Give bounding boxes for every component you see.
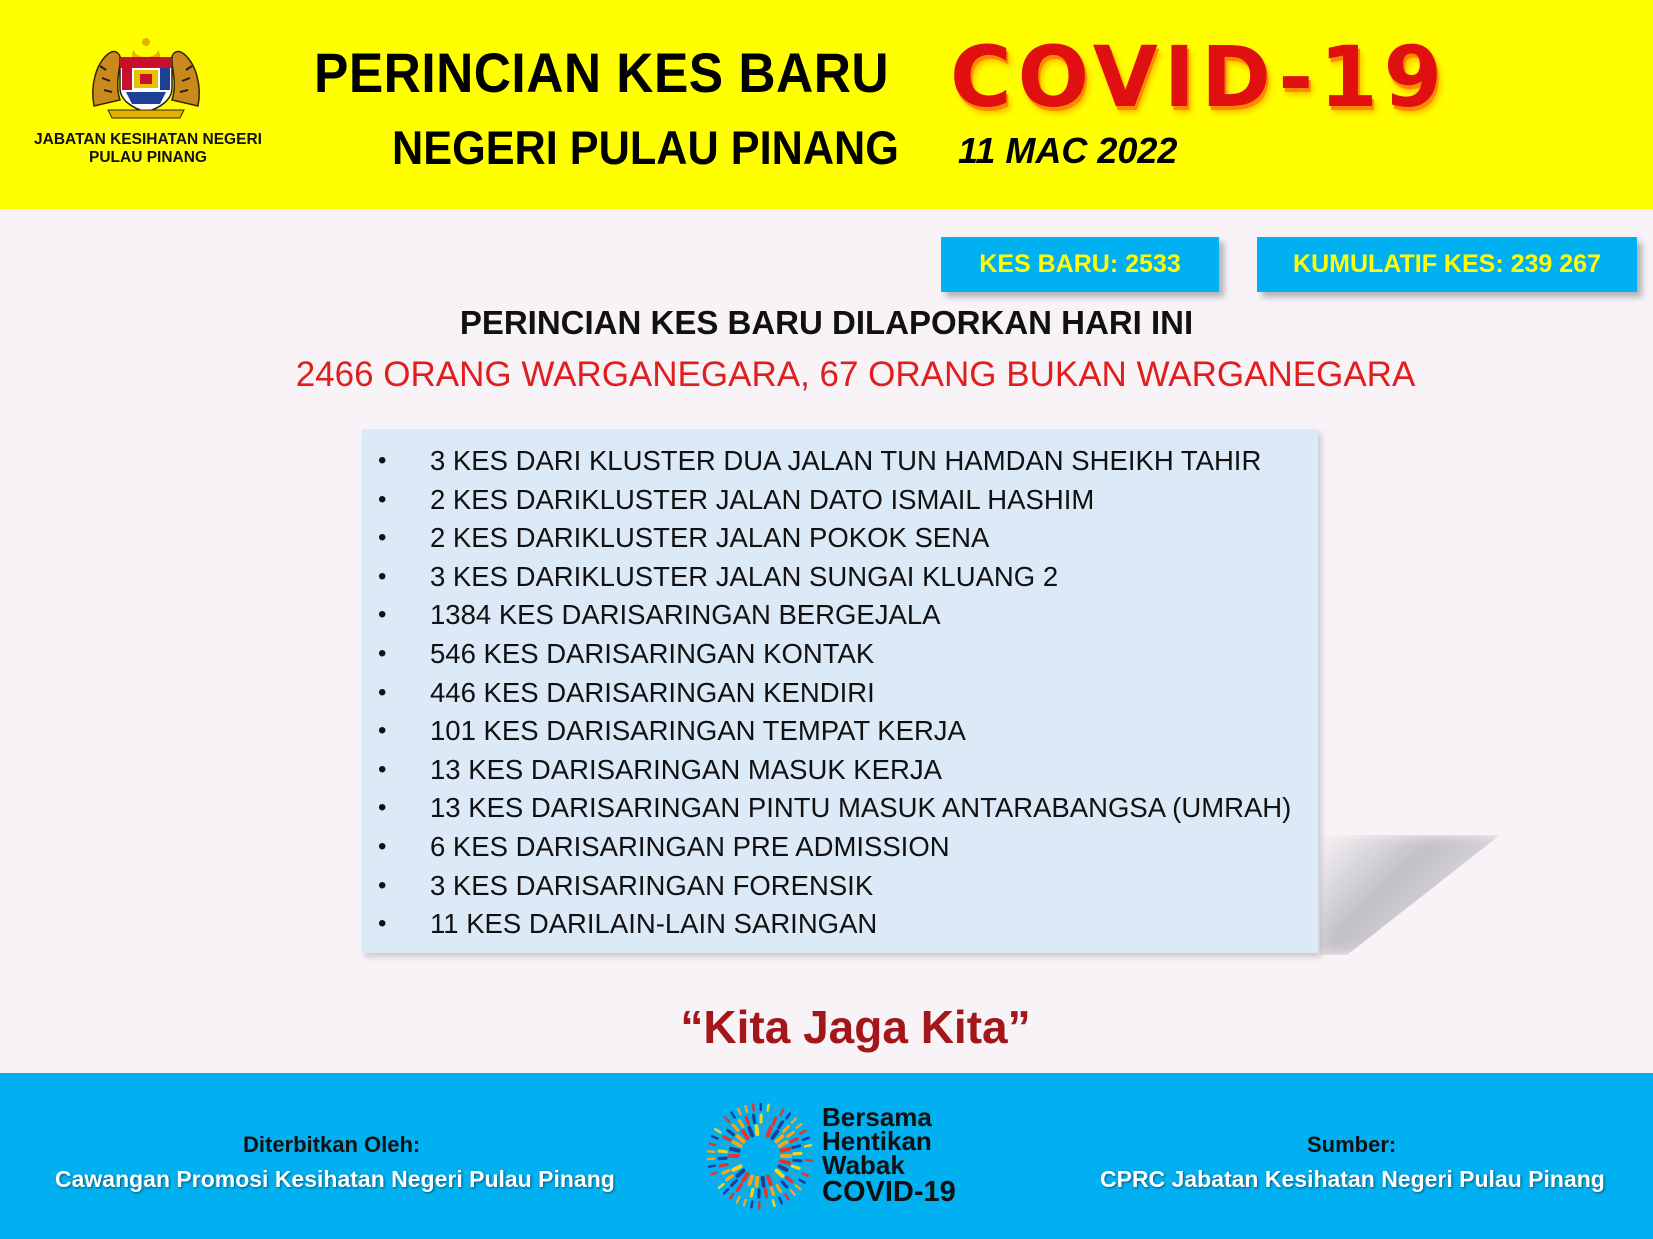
- burst-dash: [799, 1180, 804, 1183]
- citizenship-breakdown: 2466 ORANG WARGANEGARA, 67 ORANG BUKAN WARGANEGARA: [295, 355, 1416, 394]
- burst-dash: [768, 1105, 769, 1111]
- burst-dash: [745, 1106, 747, 1112]
- burst-dash: [765, 1190, 766, 1197]
- burst-dash: [794, 1160, 801, 1161]
- burst-dash: [753, 1104, 754, 1110]
- burst-dash: [719, 1184, 724, 1188]
- campaign-line-1: Bersama: [822, 1102, 932, 1132]
- burst-dash: [776, 1171, 782, 1176]
- burst-dash: [767, 1116, 768, 1123]
- agency-name: [14, 131, 282, 167]
- campaign-line-3: Wabak: [822, 1150, 905, 1180]
- burst-dash: [800, 1131, 805, 1134]
- case-list-item: • 13 KES DARISARINGAN PINTU MASUK ANTARABANGSA (UMRAH): [362, 789, 1318, 828]
- burst-dash: [744, 1200, 746, 1206]
- agency-line-1: JABATAN KESIHATAN NEGERI: [34, 131, 262, 148]
- burst-dash: [768, 1177, 771, 1184]
- burst-dash: [771, 1188, 773, 1195]
- case-list-item: • 11 KES DARILAIN-LAIN SARINGAN: [362, 905, 1318, 944]
- burst-dash: [743, 1131, 748, 1138]
- burst-dash: [781, 1149, 789, 1151]
- burst-dash: [709, 1166, 715, 1167]
- burst-dash: [796, 1124, 801, 1128]
- burst-dash: [744, 1187, 747, 1193]
- burst-dash: [790, 1172, 796, 1175]
- coat-of-arms-icon: [86, 36, 206, 120]
- burst-dash: [723, 1170, 729, 1173]
- burst-dash: [711, 1172, 717, 1174]
- campaign-burst-logo-icon: [700, 1096, 820, 1216]
- burst-dash: [737, 1184, 741, 1190]
- cumulative-cases-badge: KUMULATIF KES: 239 267: [1257, 237, 1637, 292]
- report-date: 11 MAC 2022: [958, 130, 1178, 171]
- burst-dash: [772, 1174, 777, 1181]
- burst-dash: [777, 1185, 781, 1191]
- burst-dash: [796, 1185, 801, 1189]
- burst-dash: [803, 1173, 809, 1175]
- list-shadow-decoration: [1320, 835, 1500, 955]
- source-label: Sumber:: [1307, 1132, 1397, 1157]
- burst-dash: [805, 1167, 811, 1168]
- burst-dash: [773, 1200, 775, 1206]
- burst-dash: [803, 1138, 809, 1140]
- burst-dash: [768, 1128, 771, 1135]
- burst-dash: [774, 1107, 776, 1113]
- agency-line-2: PULAU PINANG: [89, 149, 207, 166]
- burst-dash: [730, 1194, 733, 1199]
- header-banner: [0, 0, 1653, 209]
- burst-dash: [766, 1202, 767, 1208]
- campaign-line-4: COVID-19: [822, 1176, 956, 1208]
- burst-dash: [720, 1164, 727, 1166]
- burst-dash: [712, 1136, 718, 1138]
- burst-dash: [787, 1113, 790, 1118]
- burst-dash: [738, 1171, 744, 1176]
- burst-dash: [739, 1121, 743, 1127]
- burst-dash: [733, 1125, 738, 1130]
- burst-dash: [756, 1126, 757, 1134]
- burst-dash: [781, 1110, 784, 1115]
- burst-dash: [732, 1180, 737, 1185]
- burst-dash: [751, 1189, 752, 1196]
- burst-dash: [756, 1178, 757, 1186]
- burst-dash: [772, 1131, 777, 1138]
- burst-dash: [784, 1126, 789, 1131]
- burst-dash: [738, 1109, 741, 1114]
- burst-dash: [779, 1198, 782, 1203]
- burst-dash: [719, 1151, 726, 1152]
- burst-dash: [792, 1166, 799, 1168]
- new-cases-badge: KES BARU: 2533: [941, 237, 1219, 292]
- burst-dash: [743, 1174, 748, 1181]
- burst-dash: [715, 1178, 720, 1181]
- burst-dash: [721, 1144, 728, 1146]
- section-heading: PERINCIAN KES BARU DILAPORKAN HARI INI: [459, 304, 1194, 341]
- burst-dash: [708, 1151, 714, 1152]
- burst-dash: [728, 1130, 733, 1134]
- state-name: NEGERI PULAU PINANG: [392, 121, 899, 174]
- burst-dash: [724, 1189, 728, 1193]
- burst-dash: [793, 1146, 800, 1148]
- burst-dash: [781, 1161, 789, 1163]
- burst-dash: [738, 1136, 744, 1141]
- burst-dash: [731, 1149, 739, 1151]
- burst-dash: [749, 1177, 752, 1184]
- case-list-item: • 2 KES DARIKLUSTER JALAN POKOK SENA: [362, 519, 1318, 558]
- burst-dash: [737, 1197, 740, 1202]
- burst-dash: [779, 1122, 783, 1128]
- burst-dash: [720, 1123, 725, 1127]
- burst-dash: [751, 1201, 752, 1207]
- burst-dash: [749, 1128, 752, 1135]
- burst-dash: [754, 1116, 755, 1123]
- burst-dash: [779, 1166, 786, 1170]
- burst-dash: [746, 1117, 748, 1124]
- case-breakdown-list: [362, 429, 1318, 953]
- case-list-item: • 3 KES DARI KLUSTER DUA JALAN TUN HAMDAN SHEIKH TAHIR: [362, 442, 1318, 481]
- burst-dash: [773, 1118, 776, 1124]
- campaign-line-2: Hentikan: [822, 1126, 932, 1156]
- case-list-item: • 2 KES DARIKLUSTER JALAN DATO ISMAIL HASHIM: [362, 481, 1318, 520]
- case-list-item: • 3 KES DARISARINGAN FORENSIK: [362, 867, 1318, 906]
- case-list-item: • 6 KES DARISARINGAN PRE ADMISSION: [362, 828, 1318, 867]
- burst-dash: [776, 1136, 782, 1141]
- page-title: PERINCIAN KES BARU: [314, 41, 890, 104]
- burst-dash: [787, 1177, 792, 1181]
- case-list-item: • 446 KES DARISARINGAN KENDIRI: [362, 674, 1318, 713]
- burst-dash: [725, 1117, 729, 1121]
- burst-dash: [806, 1160, 812, 1161]
- publisher-label: Diterbitkan Oleh:: [243, 1132, 421, 1157]
- case-list-item: • 1384 KES DARISARINGAN BERGEJALA: [362, 596, 1318, 635]
- burst-dash: [731, 1161, 739, 1163]
- burst-dash: [779, 1142, 786, 1146]
- case-list-item: • 3 KES DARIKLUSTER JALAN SUNGAI KLUANG 2: [362, 558, 1318, 597]
- burst-dash: [763, 1126, 764, 1134]
- burst-dash: [731, 1113, 734, 1118]
- burst-dash: [724, 1137, 730, 1140]
- burst-dash: [782, 1182, 787, 1187]
- publisher-name: Cawangan Promosi Kesihatan Negeri Pulau Pinang: [55, 1166, 615, 1192]
- case-list: [362, 429, 1318, 944]
- source-name: CPRC Jabatan Kesihatan Negeri Pulau Pinang: [1100, 1166, 1605, 1192]
- burst-dash: [791, 1139, 797, 1142]
- burst-dash: [727, 1176, 733, 1180]
- burst-dash: [805, 1145, 811, 1146]
- slogan: “Kita Jaga Kita”: [680, 1001, 1031, 1053]
- burst-dash: [785, 1194, 788, 1199]
- case-list-item: • 13 KES DARISARINGAN MASUK KERJA: [362, 751, 1318, 790]
- burst-dash: [763, 1178, 764, 1186]
- case-list-item: • 101 KES DARISARINGAN TEMPAT KERJA: [362, 712, 1318, 751]
- covid-title: COVID-19: [950, 28, 1449, 126]
- burst-dash: [733, 1142, 740, 1146]
- burst-dash: [733, 1166, 740, 1170]
- burst-dash: [791, 1190, 795, 1194]
- burst-dash: [709, 1144, 715, 1145]
- burst-dash: [788, 1132, 794, 1136]
- campaign-logo-text: [822, 1102, 956, 1208]
- burst-dash: [792, 1118, 796, 1122]
- case-list-item: • 546 KES DARISARINGAN KONTAK: [362, 635, 1318, 674]
- burst-dash: [715, 1129, 720, 1132]
